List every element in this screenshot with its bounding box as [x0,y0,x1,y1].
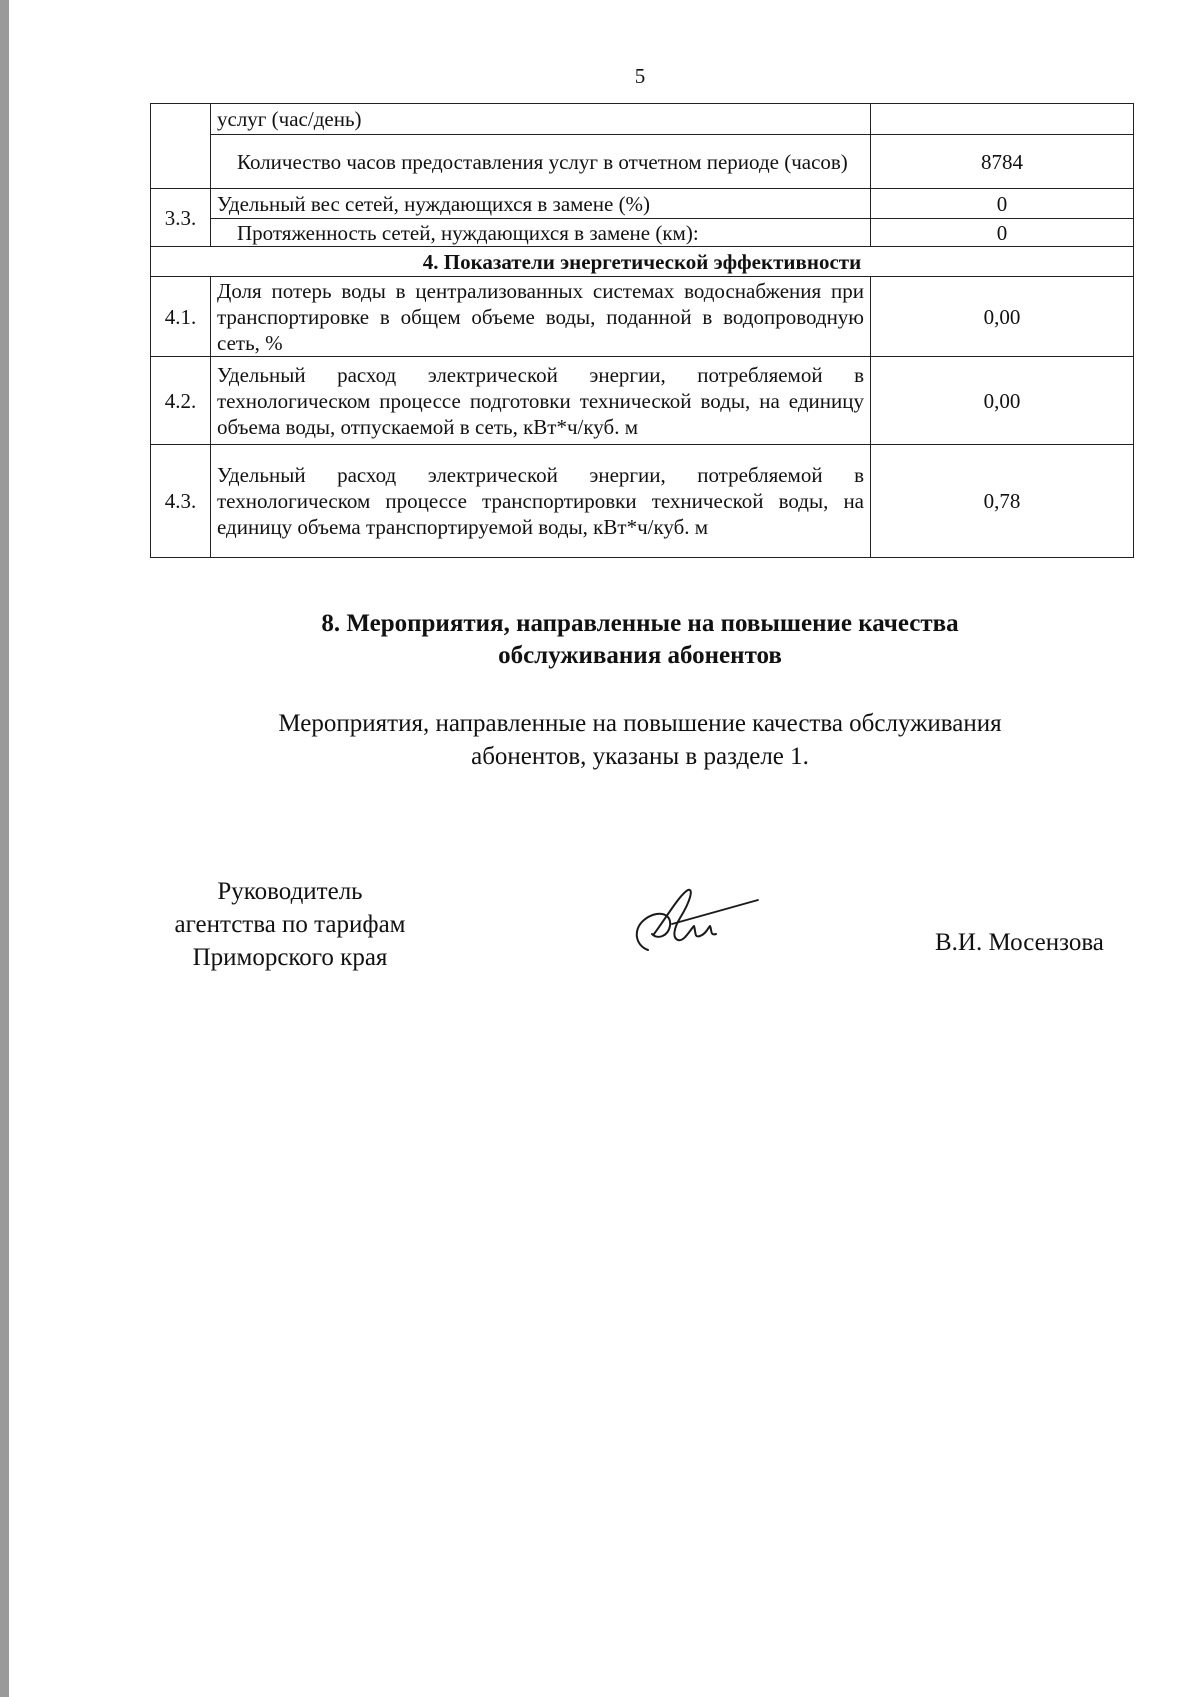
table-row [151,104,1134,135]
row-value: 0 [871,189,1134,219]
row-number [151,104,211,189]
signer-name: В.И. Мосензова [935,929,1104,956]
row-description: Удельный расход электрической энергии, потребляемой в технологическом процессе транспортировки технической воды, на единицу объема транспортируемой воды, кВт*ч/куб. м [211,445,871,558]
scan-edge [0,0,9,1697]
row-value: 0,00 [871,277,1134,357]
section-8-heading-line: 8. Мероприятия, направленные на повышение качества [321,610,959,637]
signer-title [130,875,450,974]
row-description: Количество часов предоставления услуг в отчетном периоде (часов) [211,135,871,189]
row-description: услуг (час/день) [211,104,871,135]
row-description: Протяженность сетей, нуждающихся в замене (км): [211,219,871,247]
table-row [151,189,1134,219]
row-description: Удельный расход электрической энергии, потребляемой в технологическом процессе подготовки технической воды, на единицу объема воды, отпускаемой в сеть, кВт*ч/куб. м [211,357,871,445]
row-value [871,104,1134,135]
table-row [151,135,1134,189]
signer-title-line: Руководитель [217,878,363,905]
section-8-text-line: Мероприятия, направленные на повышение качества обслуживания [278,710,1002,737]
row-number: 4.3. [151,445,211,558]
row-value: 0 [871,219,1134,247]
section-8-heading-line: обслуживания абонентов [498,642,782,669]
row-value: 8784 [871,135,1134,189]
row-value: 0,78 [871,445,1134,558]
section-8-text-line: абонентов, указаны в разделе 1. [471,743,809,770]
row-description: Доля потерь воды в централизованных системах водоснабжения при транспортировке в общем объеме воды, поданной в водопроводную сеть, % [211,277,871,357]
table-row [151,219,1134,247]
row-value: 0,00 [871,357,1134,445]
signer-title-line: агентства по тарифам [174,911,406,938]
table-row [151,357,1134,445]
indicators-table [150,103,1134,558]
row-number: 4.1. [151,277,211,357]
table-row [151,445,1134,558]
section-header-energy: 4. Показатели энергетической эффективности [151,247,1134,277]
section-8-text [190,707,1090,773]
table-section-row [151,247,1134,277]
section-8-heading [240,608,1040,672]
handwritten-signature [610,880,760,980]
row-number: 4.2. [151,357,211,445]
table-row [151,277,1134,357]
row-description: Удельный вес сетей, нуждающихся в замене (%) [211,189,871,219]
row-number: 3.3. [151,189,211,247]
page-number: 5 [634,64,646,88]
signer-title-line: Приморского края [192,944,388,971]
